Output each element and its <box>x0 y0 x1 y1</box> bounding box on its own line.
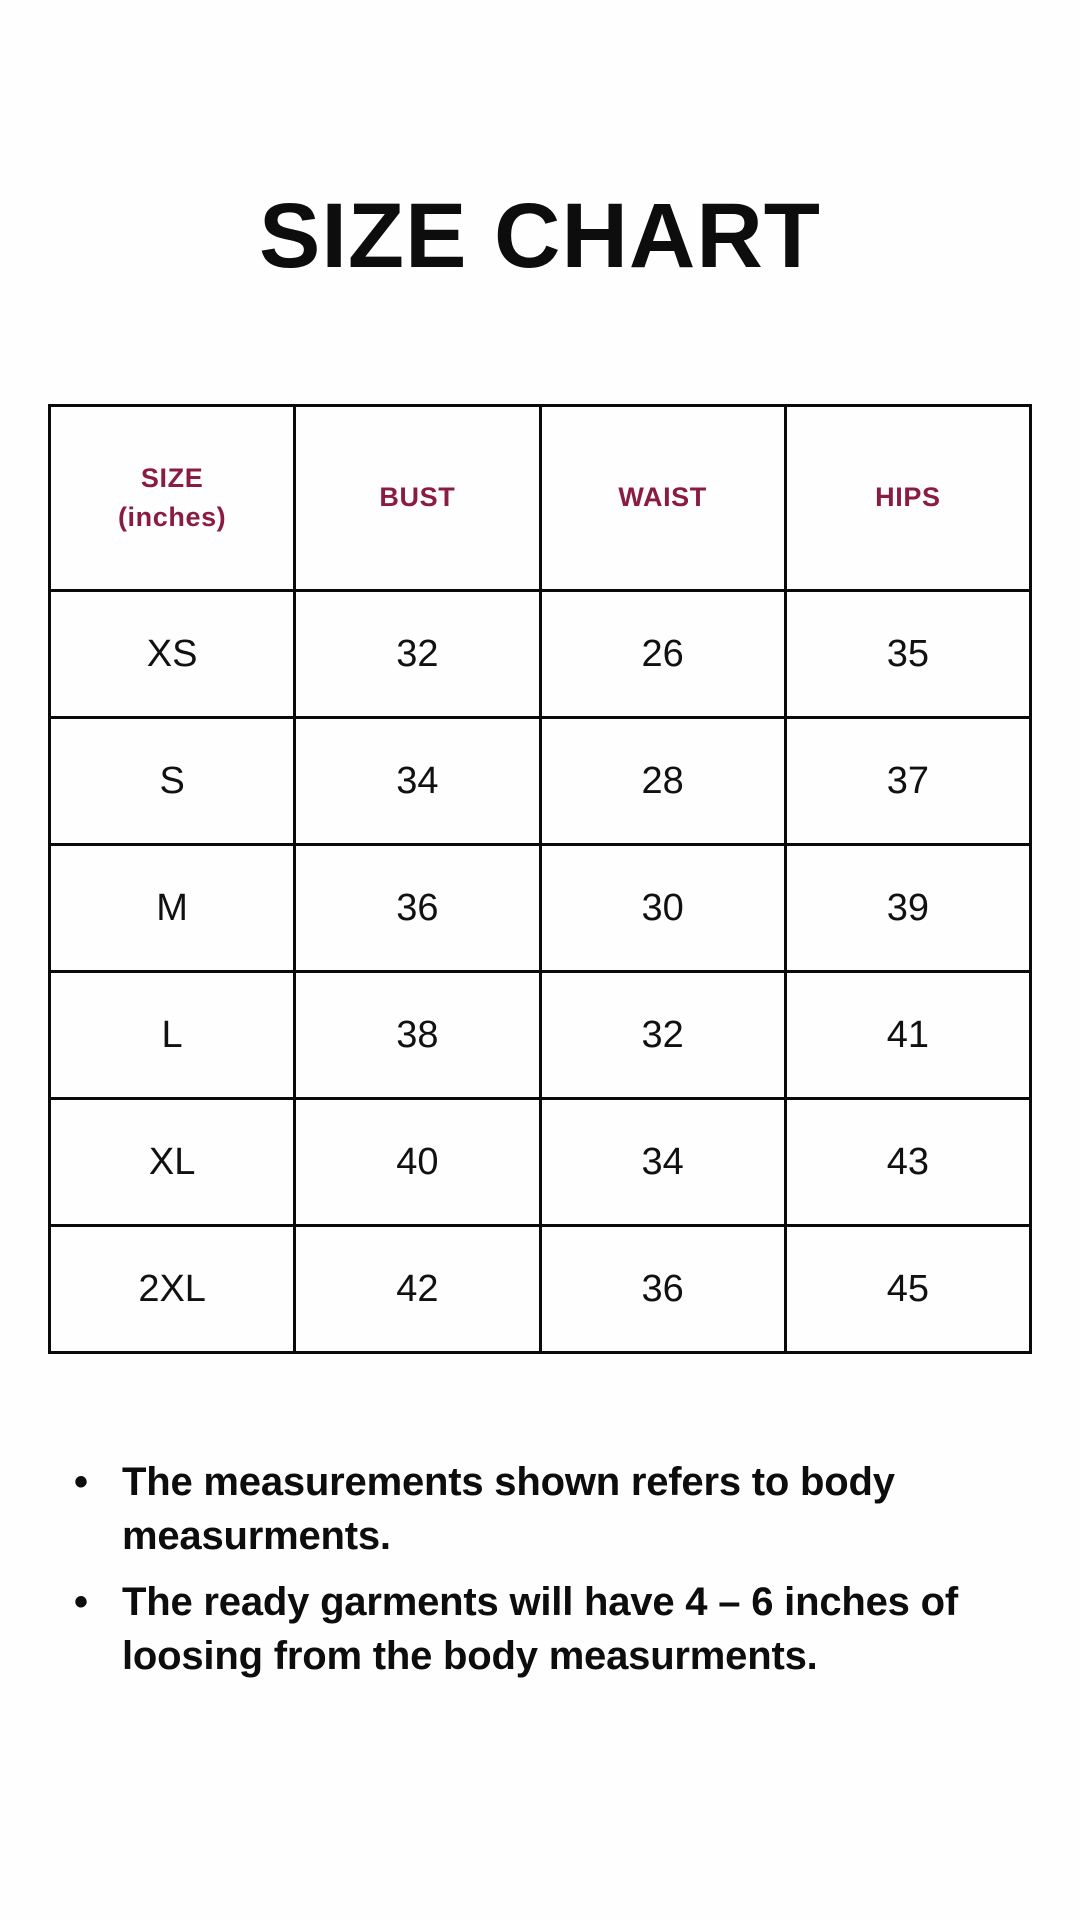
cell-waist: 26 <box>540 591 785 718</box>
table-row <box>50 718 1031 845</box>
cell-bust: 38 <box>295 972 540 1099</box>
table-row <box>50 845 1031 972</box>
note-text: The measurements shown refers to body measurments. <box>122 1460 895 1558</box>
cell-size: M <box>50 845 295 972</box>
cell-hips: 45 <box>785 1226 1030 1353</box>
size-chart-table-wrapper <box>48 404 1032 1354</box>
cell-hips: 37 <box>785 718 1030 845</box>
table-row <box>50 1099 1031 1226</box>
cell-waist: 36 <box>540 1226 785 1353</box>
bullet-icon: • <box>74 1460 89 1504</box>
cell-waist: 30 <box>540 845 785 972</box>
cell-hips: 39 <box>785 845 1030 972</box>
table-header <box>50 406 1031 591</box>
table-row <box>50 972 1031 1099</box>
note-text: The ready garments will have 4 – 6 inches of loosing from the body measurments. <box>122 1580 958 1678</box>
cell-waist: 32 <box>540 972 785 1099</box>
size-chart-table <box>48 404 1032 1354</box>
column-header-size-unit: (inches) <box>117 502 227 532</box>
cell-hips: 35 <box>785 591 1030 718</box>
cell-hips: 43 <box>785 1099 1030 1226</box>
cell-waist: 34 <box>540 1099 785 1226</box>
cell-size: S <box>50 718 295 845</box>
cell-bust: 42 <box>295 1226 540 1353</box>
cell-bust: 32 <box>295 591 540 718</box>
table-body <box>50 591 1031 1353</box>
column-header-bust: BUST <box>295 406 540 591</box>
table-header-row <box>50 406 1031 591</box>
cell-size: XS <box>50 591 295 718</box>
table-row <box>50 591 1031 718</box>
cell-bust: 34 <box>295 718 540 845</box>
column-header-hips: HIPS <box>785 406 1030 591</box>
notes-list <box>74 1455 1004 1695</box>
cell-bust: 36 <box>295 845 540 972</box>
cell-bust: 40 <box>295 1099 540 1226</box>
cell-size: L <box>50 972 295 1099</box>
cell-size: XL <box>50 1099 295 1226</box>
list-item <box>74 1575 1004 1683</box>
cell-hips: 41 <box>785 972 1030 1099</box>
column-header-size <box>50 406 295 591</box>
cell-size: 2XL <box>50 1226 295 1353</box>
cell-waist: 28 <box>540 718 785 845</box>
bullet-icon: • <box>74 1580 89 1624</box>
column-header-size-label: SIZE <box>140 462 204 493</box>
column-header-waist: WAIST <box>540 406 785 591</box>
table-row <box>50 1226 1031 1353</box>
page-title: SIZE CHART <box>259 185 821 287</box>
list-item <box>74 1455 1004 1563</box>
